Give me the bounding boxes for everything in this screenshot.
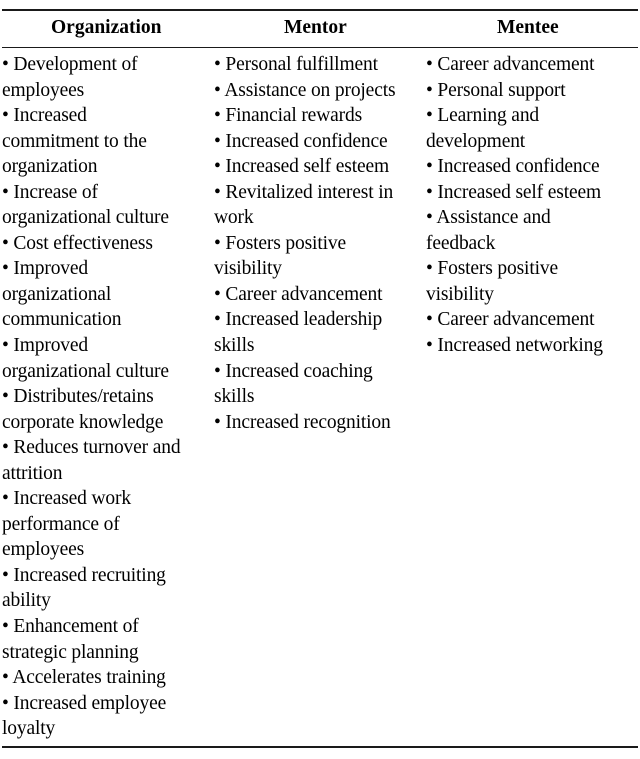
list-item-text-line: • Career advancement [214, 283, 383, 305]
list-item-text-line: • Increased confidence [426, 156, 600, 178]
list-item [214, 307, 430, 358]
list-item [2, 180, 214, 231]
list-item [426, 180, 638, 206]
list-item-text-line: skills [214, 335, 255, 357]
list-item-text-line: • Increased recruiting [2, 564, 166, 586]
list-item-text-line: • Increased leadership [214, 309, 383, 331]
list-item [426, 333, 638, 359]
list-item-text-line: organization [2, 156, 98, 178]
list-item-text-line: • Financial rewards [214, 105, 363, 127]
list-item-text-line: • Assistance and [426, 207, 551, 229]
list-item [214, 103, 430, 129]
list-item-text-line: • Increased [2, 105, 87, 127]
header-divider-rule [2, 47, 638, 48]
list-item [2, 333, 214, 384]
list-item-text-line: employees [2, 79, 85, 101]
list-item-text-line: • Reduces turnover and [2, 437, 181, 459]
list-item [214, 410, 430, 436]
list-item-text-line: commitment to the [2, 130, 147, 152]
list-item-text-line: • Improved [2, 335, 89, 357]
list-item-text-line: • Fosters positive [426, 258, 558, 280]
list-item-text-line: • Increased coaching [214, 360, 373, 382]
list-item-text-line: • Assistance on projects [214, 79, 396, 101]
list-item [214, 154, 430, 180]
list-item-text-line: skills [214, 386, 255, 408]
list-item-text-line: • Increased self esteem [214, 156, 389, 178]
list-item [426, 52, 638, 78]
list-item [426, 78, 638, 104]
list-item-text-line: • Personal support [426, 79, 566, 101]
organization-benefits-list [2, 52, 214, 742]
header-mentor: Mentor [284, 17, 347, 38]
header-mentee: Mentee [497, 17, 559, 38]
list-item-text-line: • Enhancement of [2, 616, 139, 638]
list-item [2, 256, 214, 333]
list-item-text-line: • Cost effectiveness [2, 232, 153, 254]
list-item [426, 103, 638, 154]
list-item [214, 231, 430, 282]
list-item-text-line: communication [2, 309, 122, 331]
list-item-text-line: performance of [2, 513, 120, 535]
list-item [214, 180, 430, 231]
list-item-text-line: • Learning and [426, 105, 540, 127]
list-item-text-line: • Increased work [2, 488, 131, 510]
list-item-text-line: • Personal fulfillment [214, 54, 378, 75]
list-item-text-line: • Fosters positive [214, 232, 346, 254]
list-item-text-line: • Development of [2, 54, 138, 75]
list-item-text-line: visibility [426, 283, 494, 305]
list-item-text-line: • Career advancement [426, 54, 595, 75]
list-item-text-line: • Revitalized interest in [214, 181, 394, 203]
mentee-benefits-list [426, 52, 638, 359]
list-item-text-line: • Distributes/retains [2, 386, 154, 408]
list-item [426, 256, 638, 307]
list-item-text-line: work [214, 207, 254, 229]
list-item [214, 52, 430, 78]
list-item [2, 435, 214, 486]
list-item-text-line: • Increased self esteem [426, 181, 601, 203]
list-item-text-line: organizational culture [2, 207, 169, 229]
list-item [2, 231, 214, 257]
mentor-benefits-list [214, 52, 430, 435]
list-item-text-line: organizational culture [2, 360, 169, 382]
list-item-text-line: • Increased confidence [214, 130, 388, 152]
list-item-text-line: • Accelerates training [2, 667, 166, 689]
list-item [214, 129, 430, 155]
list-item-text-line: feedback [426, 232, 496, 254]
list-item-text-line: • Increased recognition [214, 411, 391, 433]
list-item-text-line: strategic planning [2, 641, 139, 663]
list-item [2, 384, 214, 435]
list-item [2, 103, 214, 180]
list-item [214, 78, 430, 104]
list-item [426, 154, 638, 180]
list-item-text-line: • Increased employee [2, 692, 167, 714]
list-item [426, 205, 638, 256]
list-item-text-line: ability [2, 590, 51, 612]
table-top-rule [2, 9, 638, 11]
list-item-text-line: organizational [2, 283, 112, 305]
list-item-text-line: visibility [214, 258, 282, 280]
list-item-text-line: • Increased networking [426, 335, 603, 357]
list-item [2, 486, 214, 563]
list-item-text-line: • Increase of [2, 181, 98, 203]
list-item-text-line: employees [2, 539, 85, 561]
list-item-text-line: development [426, 130, 526, 152]
list-item [2, 563, 214, 614]
list-item-text-line: • Improved [2, 258, 89, 280]
list-item-text-line: loyalty [2, 718, 56, 740]
table-bottom-rule [2, 746, 638, 748]
list-item-text-line: corporate knowledge [2, 411, 164, 433]
list-item [214, 282, 430, 308]
header-organization: Organization [51, 17, 162, 38]
list-item [214, 359, 430, 410]
list-item-text-line: • Career advancement [426, 309, 595, 331]
list-item-text-line: attrition [2, 462, 63, 484]
list-item [426, 307, 638, 333]
list-item [2, 614, 214, 665]
list-item [2, 665, 214, 691]
list-item [2, 691, 214, 742]
list-item [2, 52, 214, 103]
